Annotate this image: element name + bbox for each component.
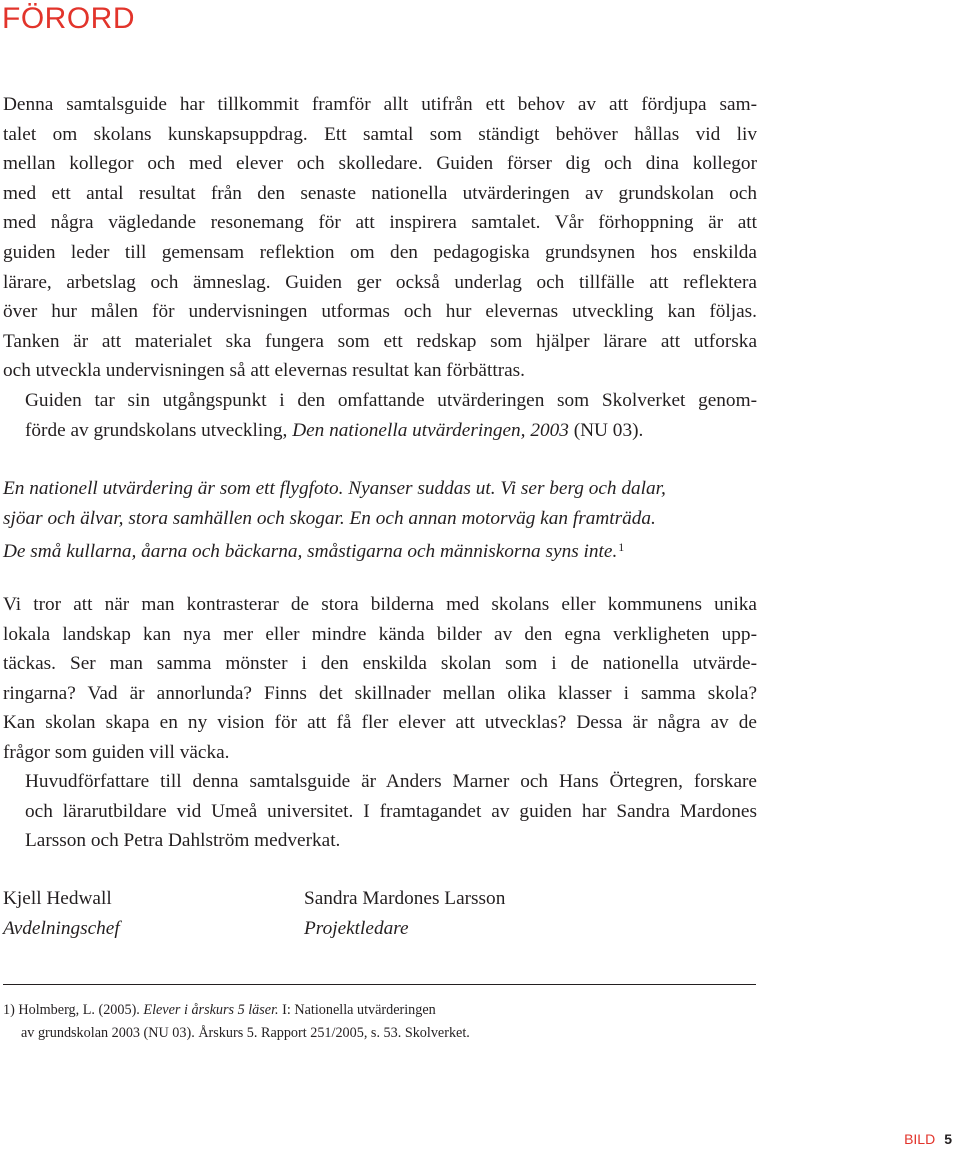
intro-paragraph [3, 90, 757, 386]
text-line: täckas. Ser man samma mönster i den enskilda skolan som i de nationella utvärde- [3, 653, 757, 675]
text-line: med några vägledande resonemang för att inspirera samtalet. Vår förhoppning är att [3, 212, 757, 234]
quote-line: En nationell utvärdering är som ett flygfoto. Nyanser suddas ut. Vi ser berg och dalar, [3, 478, 666, 499]
text-line: och lärarutbildare vid Umeå universitet. I framtagandet av guiden har Sandra Mardones [25, 800, 757, 822]
footnote-text: av grundskolan 2003 (NU 03). Årskurs 5. Rapport 251/2005, s. 53. Skolverket. [21, 1024, 470, 1041]
footnote-text: 1) Holmberg, L. (2005). [3, 1002, 144, 1018]
text-line: Kan skolan skapa en ny vision för att få fler elever att utvecklas? Dessa är några av de [3, 712, 757, 734]
text-line: Tanken är att materialet ska fungera som ett redskap som hjälper lärare att utforska [3, 330, 757, 352]
reflection-paragraph [3, 590, 757, 768]
text-line: Huvudförfattare till denna samtalsguide är Anders Marner och Hans Örtegren, forskare [25, 771, 757, 792]
signature-name: Sandra Mardones Larsson [304, 888, 506, 909]
quote-text: De små kullarna, åarna och bäckarna, småstigarna och människorna syns inte. [3, 541, 618, 563]
text-fragment: förde av grundskolans utveckling, [25, 419, 293, 441]
publication-label: BILD [904, 1131, 936, 1147]
text-line: mellan kollegor och med elever och skolledare. Guiden förser dig och dina kollegor [3, 153, 757, 175]
text-line: Guiden tar sin utgångspunkt i den omfattande utvärderingen som Skolverket genom- [25, 390, 757, 411]
page-footer [904, 1131, 952, 1147]
quote-line: sjöar och älvar, stora samhällen och skogar. En och annan motorväg kan framträda. [3, 507, 656, 529]
text-line: över hur målen för undervisningen utformas och hur elevernas utveckling kan följas. [3, 301, 757, 323]
text-fragment: (NU 03). [568, 419, 644, 441]
signature-block [3, 884, 120, 943]
text-line: frågor som guiden vill väcka. [3, 741, 230, 763]
page-number: 5 [944, 1131, 952, 1147]
page-title: FÖRORD [2, 2, 135, 35]
source-paragraph [3, 386, 757, 445]
text-line: talet om skolans kunskapsuppdrag. Ett samtal som ständigt behöver hållas vid liv [3, 123, 757, 145]
text-line: lärare, arbetslag och ämneslag. Guiden ger också underlag och tillfälle att reflektera [3, 271, 757, 293]
signature-block [304, 884, 505, 943]
text-line: ringarna? Vad är annorlunda? Finns det skillnader mellan olika klasser i samma skola? [3, 682, 757, 704]
signature-title: Avdelningschef [3, 917, 120, 939]
report-title: Den nationella utvärderingen, 2003 [292, 419, 569, 441]
footnote-divider [3, 984, 756, 985]
footnote-text: I: Nationella utvärderingen [278, 1002, 436, 1018]
authors-paragraph [3, 767, 757, 856]
text-line: lokala landskap kan nya mer eller mindre kända bilder av den egna verkligheten upp- [3, 623, 757, 645]
text-line: Vi tror att när man kontrasterar de stora bilderna med skolans eller kommunens unika [3, 594, 757, 615]
text-line: Larsson och Petra Dahlström medverkat. [25, 830, 341, 852]
quote-line [3, 533, 757, 567]
signature-name: Kjell Hedwall [3, 888, 112, 909]
footnote-reference: 1 [618, 540, 625, 555]
text-line: och utveckla undervisningen så att elevernas resultat kan förbättras. [3, 360, 526, 382]
text-line: Denna samtalsguide har tillkommit framför allt utifrån ett behov av att fördjupa sam- [3, 94, 757, 115]
text-line: med ett antal resultat från den senaste nationella utvärderingen av grundskolan och [3, 182, 757, 204]
text-line: guiden leder till gemensam reflektion om den pedagogiska grundsynen hos enskilda [3, 241, 757, 263]
footnote-book-title: Elever i årskurs 5 läser. [143, 1002, 279, 1018]
signature-title: Projektledare [304, 917, 409, 939]
quote-block [3, 474, 757, 567]
footnote [3, 999, 470, 1044]
text-line [3, 416, 757, 446]
